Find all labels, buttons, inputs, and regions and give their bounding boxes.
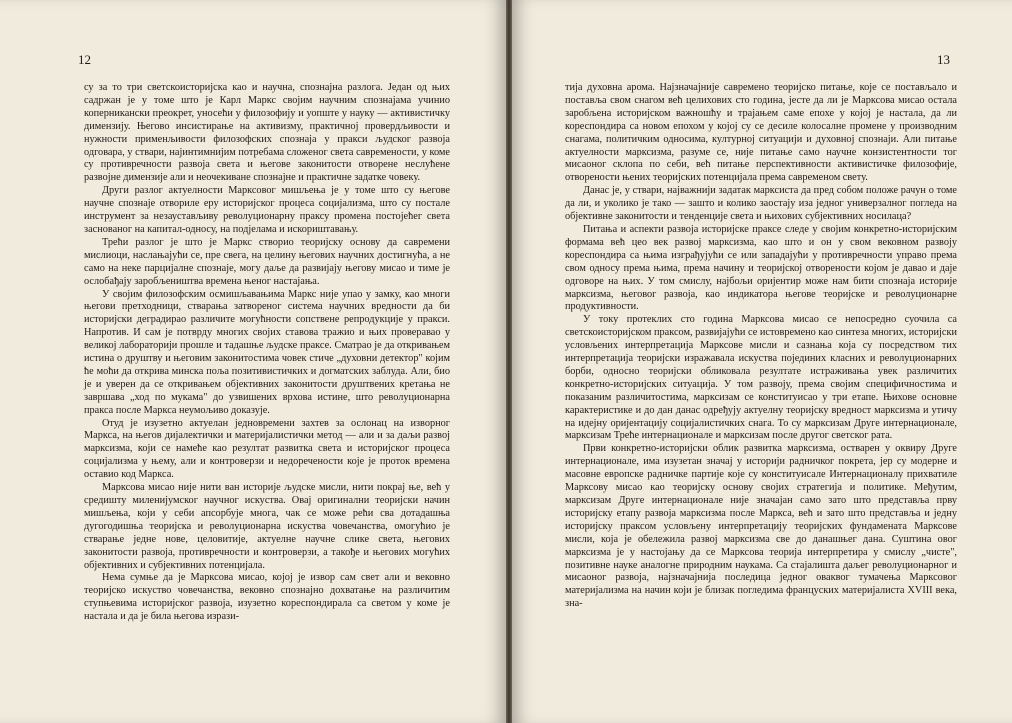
- paragraph: су за то три светскоисторијска као и научна, спознајна разлога. Један од њих садржан је у томе што је Карл Маркс својим научним спознајама учинио коперникански преокрет, уносећи у филозофију и уопште у науку — активистичку димензију. Његово инсистирање на активизму, практичној провердљивости и нужности применљивости филозофских спознаја у пракси људског развоја одговара, у ствари, најинтимнијим потребама сложеног света савремености, у коме су противречности развоја света и његове законитости отворене неслућене развојне димензије али и неочекиване спознајне и практичне задатке човеку.: [84, 82, 450, 184]
- paragraph: Трећи разлог је што је Маркс створио теоријску основу да савремени мислиоци, наслањајући се, пре свега, на целину његових научних достигнућа, а не само на неке парцијалне спознаје, могу даље да развијају његову мисао и тиме је ослобађају заробљеништва времена њеног настајања.: [84, 236, 450, 287]
- paragraph: Данас је, у ствари, најважнији задатак марксиста да пред собом положе рачун о томе да ли, и уколико је тако — зашто и колико заостају иза једног универзалног погледа на објективне законитости и тенденције света и њихових субјективних носилаца?: [565, 185, 957, 223]
- paragraph: Отуд је изузетно актуелан једновремени захтев за ослонац на изворног Маркса, на његов дијалектички и материјалистички метод — али и за даљи развој марксизма, који се намеће као резултат развитка света и историјског процеса социјализма у њему, али и контроверзи и недоречености које је проток времена оставио код Маркса.: [84, 417, 450, 481]
- paragraph: тија духовна арома. Најзначајније савремено теоријско питање, које се постављало и поставља свом снагом већ целихових сто година, јесте да ли је Марксова мисао остала заробљена историјском важношћу и трајањем саме епохе у којој је настала, да ли кореспондира са новом епохом у којој су се десиле колосалне промене у производним снагама, политичким односима, културној ситуацији и духовној спознаји. Али питање актуелности марксизма, разуме се, није питање само научне конзистентности тог мисаоног склопа по себи, већ питање перспективности активистичке филозофије, отворености њених теоријских потенцијала према савременом свету.: [565, 82, 957, 184]
- paragraph: Питања и аспекти развоја историјске праксе следе у својим конкретно-историјским формама већ цео век развој марксизма, као што и он у свом вековном развоју кореспондира са њима изграђујући се или западајући у противречности управо према свом односу према њима, према начину и теоријској отворености којом је давао и даје одговоре на њих. У том смислу, најбољи оријентир може нам бити спознаја историје марксизма, његовог развоја, као индикатора његове теоријске и револуционарне продуктивности.: [565, 223, 957, 313]
- paragraph: Нема сумње да је Марксова мисао, којој је извор сам свет али и вековно теоријско искуство човечанства, вековно спознајно дохватање на различитим ступњевима историјског развоја, изузетно кореспондирала са светом у коме је настала и да је била његова изрази-: [84, 572, 450, 623]
- page-number: 12: [78, 52, 91, 67]
- page-body: [84, 82, 450, 624]
- paragraph: У својим филозофским осмишљавањима Маркс није упао у замку, као многи његови претходници, стварања затвореног система научних вредности да би историјски деградирао различите могућности сопствене репродукције у пракси. Напротив. И сам је потврду многих својих ставова тражио и њих проверавао у великој лабораторији прошле и тадашње људске праксе. Сматрао је да откривањем истина о друштву и његовим законитостима човек стиче „духовни детектор" којим ће моћи да открива минска поља позитивистичких и догматских заблуда. Али, био је и уверен да се откривањем објективних законитости друштвених кретања не завршава „ход по мукама" до узвишених врхова истине, што револуционарна пракса после Маркса неумољиво доказује.: [84, 288, 450, 416]
- page-body: [565, 82, 957, 611]
- paragraph: Први конкретно-историјски облик развитка марксизма, остварен у оквиру Друге интернационале, има изузетан значај у историји радничког покрета, јер су модерне и масовне европске радничке партије које су конституисале Интернационалу прихватиле Марксову мисао као теоријску основу својих стратегија и политике. Међутим, марксизам Друге интернационале није значајан само зато што представља прву историјску етапу развоја марксизма после Маркса, већ и зато што представља и једну историјску праксом условљену интерпретацију теоријских фундамената Марксове мисли, која је обележила развој марксизма све до данашњег дана. Суштина овог марксизма је у настојању да се Марксова теорија интерпретира у смислу „чисте", позитивне науке аналогне природним наукама. Са стајалишта даљег револуционарног и мисаоног развоја, најзначајнија последица једног оваквог тумачења Марксовог материјализма на начин који је близак погледима француских материјалиста XVIII века, зна-: [565, 443, 957, 610]
- paragraph: Марксова мисао није нити ван историје људске мисли, нити покрај ње, већ у средишту миленијумског научног искуства. Овај оригинални теоријски начин мишљења, који у себи апсорбује многа, чак се може рећи сва дотадашња дугогодишња теоријска и револуционарна искуства човечанства, омогућио је стварање једне нове, целовитије, актуелне научне слике света, његових законитости развоја, противречности и контроверзи, а такође и његових могућих објективних и субјективних потенцијала.: [84, 482, 450, 571]
- page-number: 13: [937, 52, 950, 67]
- paragraph: У току протеклих сто година Марксова мисао се непосредно суочила са светскоисторијском праксом, развијајући се истовремено као синтеза многих, историјски условљених интерпретација Марксове мисли и сазнања која су посредством тих интерпретација теоријски изражавала искуства појединих класних и револуционарних борби, односно теоријски обликовала резултате истраживања увек различитих конкретно-историјских ситуација. У том развоју, према својим специфичностима и показаним различитостима, марксизам се конституисао у три етапе. Њихове основне карактеристике и до дан данас одређују актуелну теоријску вредност марксизма и утичу на идејну оријентацију социјалистичких снага. То су марксизам Друге интернационале, марксизам Треће интернационале и марксизам после другог светског рата.: [565, 314, 957, 442]
- paragraph: Други разлог актуелности Марксовог мишљења је у томе што су његове научне спознаје отвориле еру историјског процеса социјализма, што су постале инструмент за незаустављиву револуционарну праксу промена постојећег света заснованог на капитал-односу, на подјелама и искориштавању.: [84, 185, 450, 235]
- right-page: [512, 0, 1012, 723]
